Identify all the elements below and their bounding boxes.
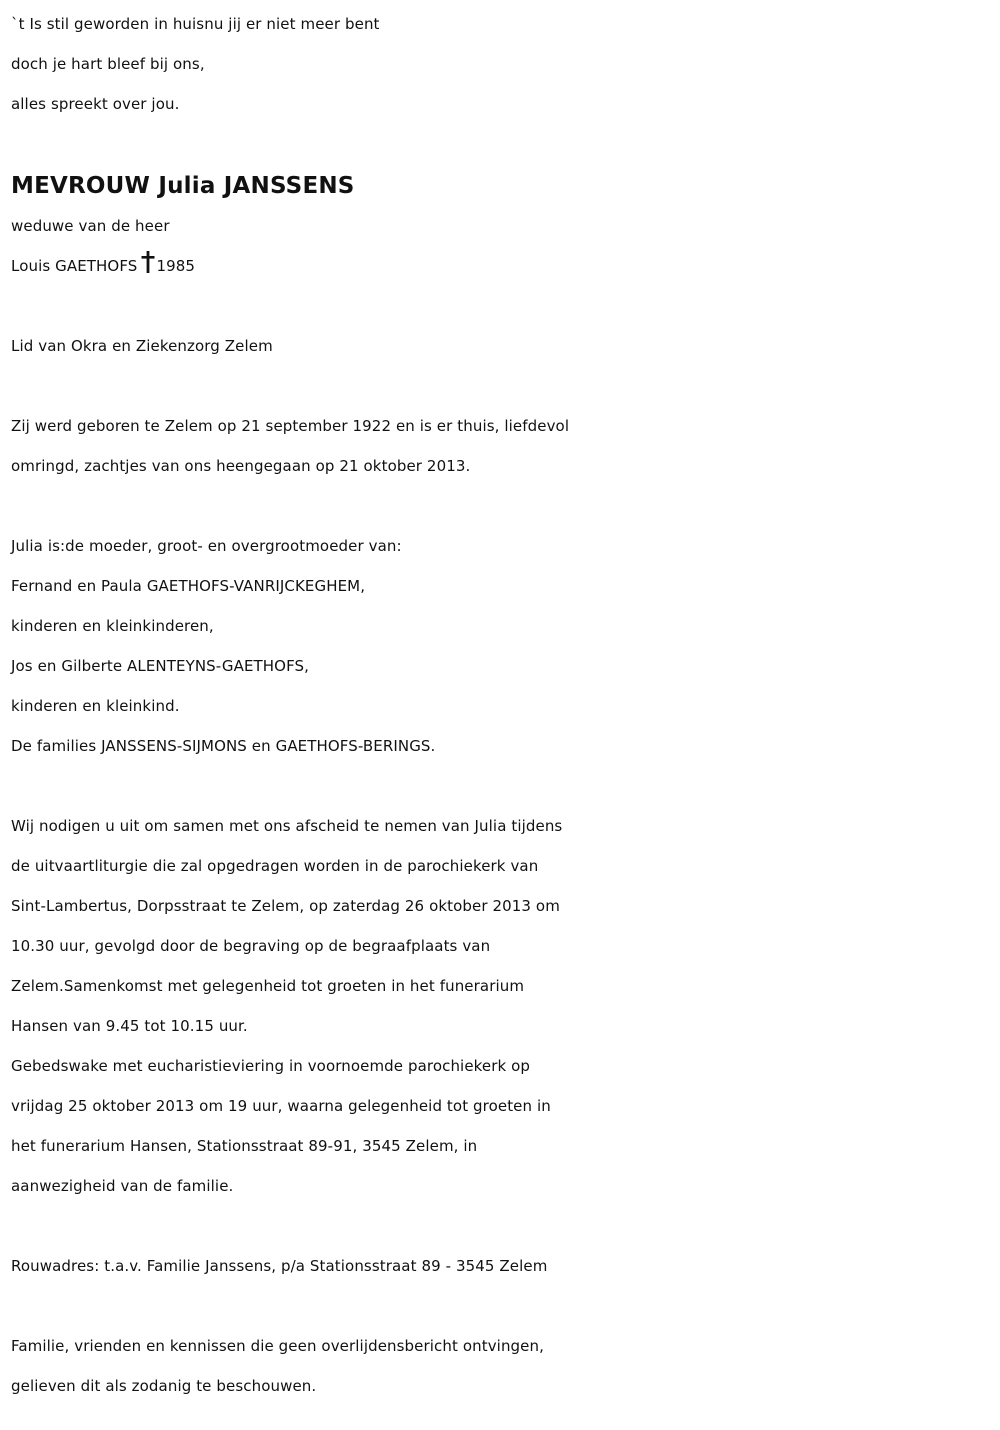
paragraph-line: Zelem.Samenkomst met gelegenheid tot groeten in het funerarium xyxy=(11,977,525,995)
paragraph-line: Hansen van 9.45 tot 10.15 uur. xyxy=(11,1017,248,1035)
ceremony-paragraph xyxy=(11,806,991,1206)
paragraph-line: aanwezigheid van de familie. xyxy=(11,1177,234,1195)
paragraph-line: vrijdag 25 oktober 2013 om 19 uur, waarna gelegenheid tot groeten in xyxy=(11,1097,551,1115)
mourning-address: Rouwadres: t.a.v. Familie Janssens, p/a Stationsstraat 89 - 3545 Zelem xyxy=(11,1257,548,1275)
paragraph-line: Zij werd geboren te Zelem op 21 september 1922 en is er thuis, liefdevol xyxy=(11,417,570,435)
paragraph-line: kinderen en kleinkind. xyxy=(11,697,180,715)
paragraph-line: Sint-Lambertus, Dorpsstraat te Zelem, op zaterdag 26 oktober 2013 om xyxy=(11,897,560,915)
spouse-death-year: 1985 xyxy=(156,257,196,275)
membership: Lid van Okra en Ziekenzorg Zelem xyxy=(11,337,273,355)
paragraph-line: Fernand en Paula GAETHOFS-VANRIJCKEGHEM, xyxy=(11,577,366,595)
paragraph-line: het funerarium Hansen, Stationsstraat 89-91, 3545 Zelem, in xyxy=(11,1137,478,1155)
paragraph-line: Gebedswake met eucharistieviering in voornoemde parochiekerk op xyxy=(11,1057,531,1075)
poem-line: alles spreekt over jou. xyxy=(11,95,180,113)
paragraph-line: Julia is:de moeder, groot- en overgrootmoeder van: xyxy=(11,537,402,555)
spouse-info xyxy=(11,206,991,286)
spouse-line xyxy=(11,246,991,286)
obituary-text xyxy=(11,4,991,1406)
paragraph-line: de uitvaartliturgie die zal opgedragen worden in de parochiekerk van xyxy=(11,857,539,875)
poem xyxy=(11,4,991,124)
paragraph-line: 10.30 uur, gevolgd door de begraving op de begraafplaats van xyxy=(11,937,491,955)
closing-paragraph xyxy=(11,1326,991,1406)
paragraph-line: omringd, zachtjes van ons heengegaan op 21 oktober 2013. xyxy=(11,457,471,475)
poem-line: `t Is stil geworden in huisnu jij er niet meer bent xyxy=(11,15,380,33)
family-paragraph xyxy=(11,526,991,766)
paragraph-line: gelieven dit als zodanig te beschouwen. xyxy=(11,1377,317,1395)
paragraph-line: kinderen en kleinkinderen, xyxy=(11,617,214,635)
paragraph-line: Wij nodigen u uit om samen met ons afscheid te nemen van Julia tijdens xyxy=(11,817,563,835)
birth-death-paragraph xyxy=(11,406,991,486)
paragraph-line: Jos en Gilberte ALENTEYNS-GAETHOFS, xyxy=(11,657,310,675)
cross-icon xyxy=(141,250,155,274)
spouse-name: Louis GAETHOFS xyxy=(11,257,138,275)
poem-line: doch je hart bleef bij ons, xyxy=(11,55,205,73)
deceased-name: MEVROUW Julia JANSSENS xyxy=(11,173,355,199)
paragraph-line: Familie, vrienden en kennissen die geen overlijdensbericht ontvingen, xyxy=(11,1337,544,1355)
paragraph-line: De families JANSSENS-SIJMONS en GAETHOFS-BERINGS. xyxy=(11,737,436,755)
spouse-line: weduwe van de heer xyxy=(11,217,170,235)
